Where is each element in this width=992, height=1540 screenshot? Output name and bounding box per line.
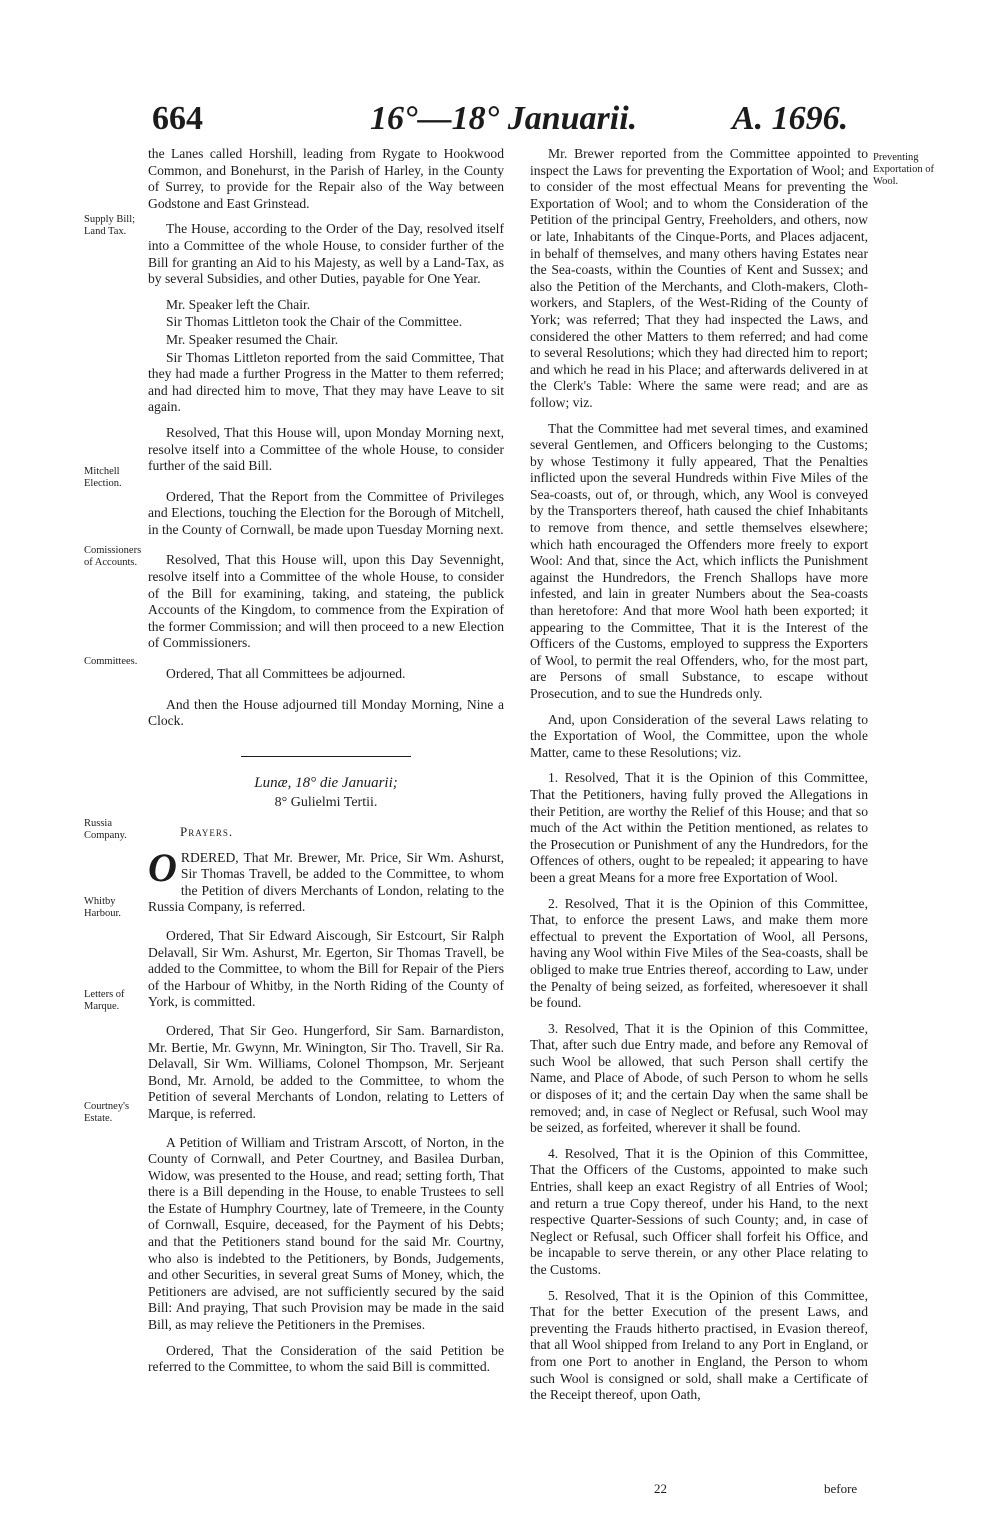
prayers-heading: Prayers.: [180, 824, 234, 839]
resolution-4: 4. Resolved, That it is the Opinion of this Committee, That the Officers of the Customs, appointed to make such Entries, shall keep an exact Registry of all Entries of Wool; and return a true Copy thereof, under his Hand, to the next respective Quarter-Sessions of such County; and, in case of Neglect or Refusal, such Officer shall forfeit his Office, and be incapable to serve therein, or any other Place relating to the Customs.: [530, 1145, 868, 1277]
paragraph-whitby: Ordered, That Sir Edward Aiscough, Sir Estcourt, Sir Ralph Delavall, Sir Wm. Ashurst, Mr. Egerton, Sir Thomas Travell, be added to the Committee, to whom the Bill for Repair of the Piers of the Harbour of Whitby, in the North Riding of the County of York, is committed.: [148, 927, 504, 1010]
paragraph-courtney-ordered: Ordered, That the Consideration of the said Petition be referred to the Committee, to whom the said Bill is committed.: [148, 1342, 504, 1375]
signature-mark: 22: [654, 1481, 667, 1496]
section-divider: [241, 756, 411, 757]
paragraph-brewer: Mr. Brewer reported from the Committee appointed to inspect the Laws for preventing the Exportation of Wool; and to consider of the most effectual Means for preventing the Exportation of Wool; and to whom the Consideration of the Petition of the principal Gentry, Freeholders, and others, now or late, Inhabitants of the Cinque-Ports, and Places adjacent, in behalf of themselves, and many others having Estates near the Sea-coasts, within the Counties of Kent and Sussex; and also the Petition of the Merchants, and Cloth-makers, Cloth-workers, and Staplers, of the West-Riding of the County of York; was referred; That they had inspected the Laws, and considered the other Matters to them referred; and had come to several Resolutions; which they had directed him to report; and which he read in his Place; and afterwards delivered in at the Clerk's Table: Where the same were read; and are as follow; viz.: [530, 146, 868, 410]
left-column: [148, 146, 504, 1385]
resolution-3: 3. Resolved, That it is the Opinion of this Committee, That, after such due Entry made, and before any Removal of such Wool be allowed, that such Person shall certify the Name, and Place of Abode, of such Person to whom he sells or disposes of it; and the certain Day when the same shall be removed; and, in case of Neglect or Refusal, such Wool may be seized, as forfeited, wherever it shall be found.: [530, 1020, 868, 1136]
paragraph-littleton-chair: Sir Thomas Littleton took the Chair of the Committee.: [166, 314, 463, 330]
page-date: 16°—18° Januarii.: [370, 100, 638, 137]
page-year: A. 1696.: [732, 100, 849, 137]
paragraph-speaker-resumed: Mr. Speaker resumed the Chair.: [166, 331, 339, 347]
paragraph-committees: Ordered, That all Committees be adjourned.: [166, 666, 406, 682]
paragraph-courtney: A Petition of William and Tristram Arscott, of Norton, in the County of Cornwall, and Peter Courtney, and Basilea Durban, Widow, was presented to the House, and read; setting forth, That there is a Bill depending in the House, to enable Trustees to sell the Estate of Humphry Courtney, late of Tremeere, in the County of Cornwall, Esquire, deceased, for the Payment of his Debts; and that the Petitioners stand bound for the said Mr. Courtny, who also is indebted to the Petitioners, by Bonds, Judgements, and other Securities, in several great Sums of Money, which, the Petitioners are advised, are not sufficiently secured by the said Bill: And praying, That such Provision may be made in the said Bill, as may relieve the Petitioners in the Premises.: [148, 1134, 504, 1333]
session-date: Lunæ, 18° die Januarii;: [254, 774, 398, 791]
margin-note-whitby: Whitby Harbour.: [84, 896, 122, 919]
margin-note-wool: Preventing Exportation of Wool.: [873, 152, 934, 187]
margin-note-russia: Russia Company.: [84, 818, 127, 841]
paragraph-littleton-reported: Sir Thomas Littleton reported from the said Committee, That they had made a further Progress in the Matter to them referred; and had directed him to move, That they may have Leave to sit again.: [148, 349, 504, 415]
margin-note-mitchell: Mitchell Election.: [84, 466, 122, 489]
paragraph-supply: The House, according to the Order of the Day, resolved itself into a Committee of the whole House, to consider further of the Bill for granting an Aid to his Majesty, as well by a Land-Tax, as by several Subsidies, and other Duties, payable for One Year.: [148, 221, 504, 287]
paragraph-marque: Ordered, That Sir Geo. Hungerford, Sir Sam. Barnardiston, Mr. Bertie, Mr. Gwynn, Mr. Winington, Sir Tho. Travell, Sir Ra. Delavall, Sir Wm. Williams, Colonel Thompson, Mr. Serjeant Bond, Mr. Arnold, be added to the Committee, to whom the Petition of several Merchants of London, relating to Letters of Marque, is referred.: [148, 1022, 504, 1121]
session-reign: 8° Gulielmi Tertii.: [274, 795, 378, 811]
resolution-5: 5. Resolved, That it is the Opinion of this Committee, That for the better Execution of the present Laws, and preventing the Frauds hitherto practised, in Evasion thereof, that all Wool shipped from Ireland to any Port in England, or from one Port to another in England, the Person to whom such Wool is consigned or sold, shall make a Certificate of the Receipt thereof, upon Oath,: [530, 1287, 868, 1403]
margin-note-supply-bill: Supply Bill; Land Tax.: [84, 214, 136, 237]
paragraph-committee-met: That the Committee had met several times, and examined several Gentlemen, and Officers belonging to the Customs; by whose Testimony it fully appeared, That the Penalties inflicted upon the several Hundreds within Five Miles of the Sea-coasts, out of, or through, which, any Wool is conveyed by the Transporters thereof, hath caused the chief Inhabitants to remove from thence, and settle themselves elsewhere; which hath encouraged the Offenders more freely to export Wool: And that, since the Act, which inflicts the Punishment against the Hundredors, the French Shallops have more infested, and lain in greater Numbers about the Sea-coasts than heretofore: And that more Wool hath been exported; it appearing to the Committee, That it is the Interest of the Officers of the Customs, employed to suppress the Exporters of Wool, to permit the real Offenders, who, for the most part, are Persons of small Substance, to escape without Prosecution, and to sue the Hundreds only.: [530, 420, 868, 701]
paragraph-speaker-left: Mr. Speaker left the Chair.: [166, 296, 311, 312]
margin-note-committees: Committees.: [84, 656, 138, 667]
right-column: [530, 146, 868, 1413]
paragraph-russia: [148, 844, 504, 916]
resolution-2: 2. Resolved, That it is the Opinion of this Committee, That, to enforce the present Laws, and make them more effectual to prevent the Exportation of Wool, all Persons, having any Wool within Five Miles of the Sea-coasts, shall be obliged to make true Entries thereof, according to Law, under the Penalty of being seized, as forfeited, wheresoever it shall be found.: [530, 895, 868, 1011]
paragraph-accounts: Resolved, That this House will, upon this Day Sevennight, resolve itself into a Committee of the whole House, to consider of the Bill for examining, taking, and stateing, the publick Accounts of the Kingdom, to commence from the Expiration of the former Commission; and will then proceed to a new Election of Commissioners.: [148, 552, 504, 651]
resolution-1: 1. Resolved, That it is the Opinion of this Committee, That the Petitioners, having fully proved the Allegations in their Petition, are worthy the Relief of this House; and that so much of the Act within the Petition mentioned, as relates to the Prosecution or Punishment of any the Hundredors, for the Offences of others, ought to be repealed; it appearing to have been a great Means for a more free Exportation of Wool.: [530, 770, 868, 885]
paragraph-upon-consideration: And, upon Consideration of the several Laws relating to the Exportation of Wool, the Committee, upon the whole Matter, came to these Resolutions; viz.: [530, 711, 868, 760]
drop-cap: O: [148, 844, 177, 890]
paragraph-lanes: the Lanes called Horshill, leading from Rygate to Hookwood Common, and Bonehurst, in the Parish of Harley, in the County of Surrey, to provide for the Repair also of the Way between Godstone and East Grinstead.: [148, 146, 504, 211]
margin-note-commissioners: Comissioners of Accounts.: [84, 545, 142, 568]
paragraph-adjourned: And then the House adjourned till Monday Morning, Nine a Clock.: [148, 696, 504, 729]
paragraph-russia-text: RDERED, That Mr. Brewer, Mr. Price, Sir Wm. Ashurst, Sir Thomas Travell, be added to the Committee, to whom the Petition of divers Merchants of London, relating to the Russia Company, is referred.: [148, 849, 504, 915]
page-number: 664: [152, 100, 203, 137]
paragraph-resolved-monday: Resolved, That this House will, upon Monday Morning next, resolve itself into a Committee of the whole House, to consider further of the said Bill.: [148, 424, 504, 474]
margin-note-letters: Letters of Marque.: [84, 989, 125, 1012]
catchword: before: [824, 1481, 858, 1496]
paragraph-mitchell: Ordered, That the Report from the Committee of Privileges and Elections, touching the Election for the Borough of Mitchell, in the County of Cornwall, be made upon Tuesday Morning next.: [148, 488, 504, 537]
margin-note-courtney: Courtney's Estate.: [84, 1101, 130, 1124]
